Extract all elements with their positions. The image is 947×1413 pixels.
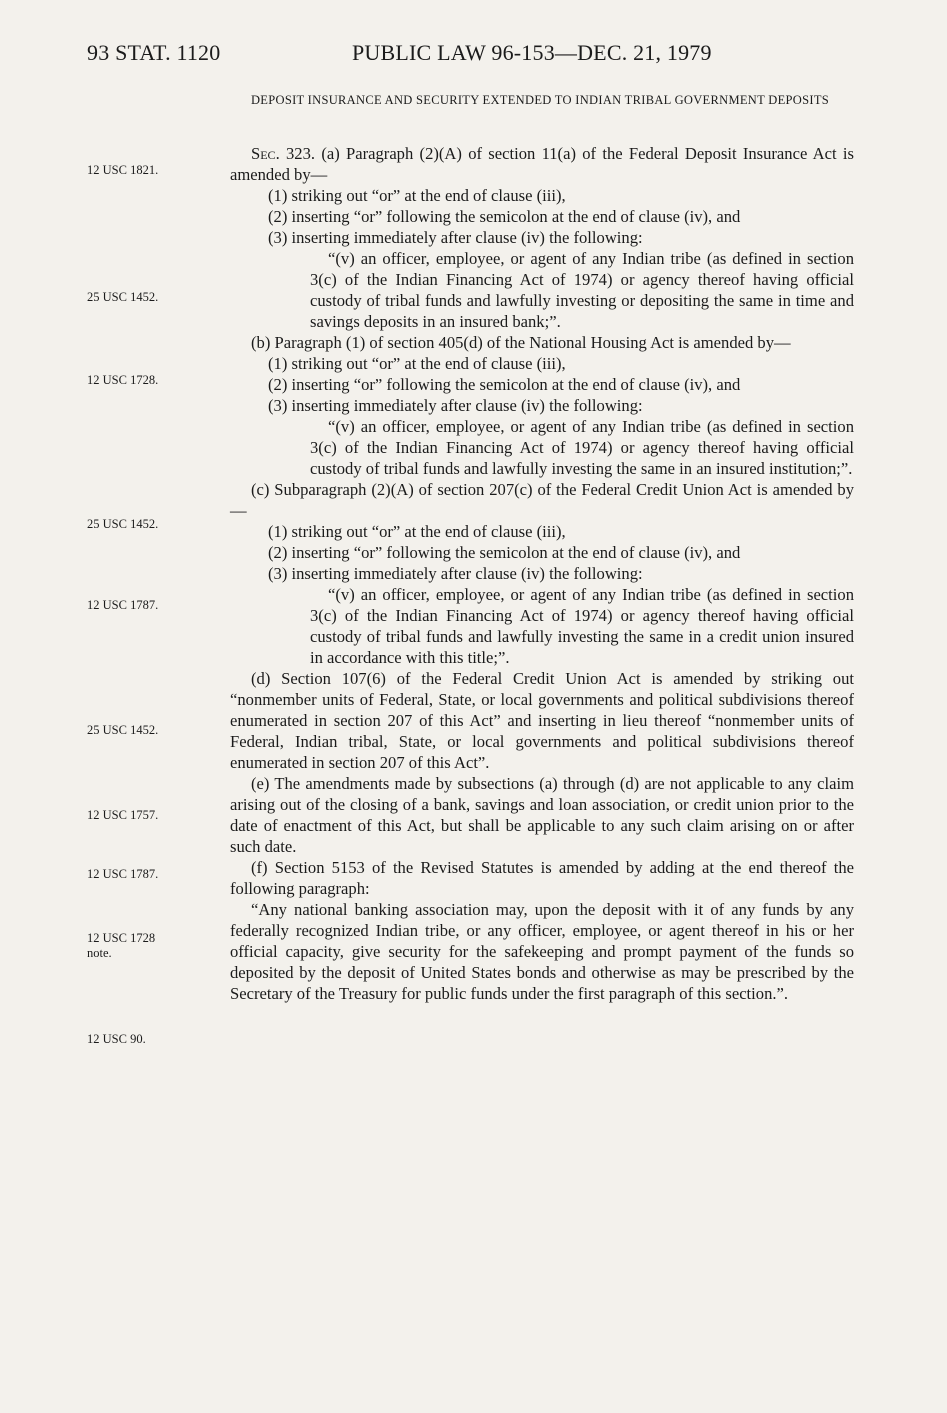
margin-note: 12 USC 1821. xyxy=(87,163,159,177)
section-body xyxy=(230,143,854,1004)
clause-a3: (3) inserting immediately after clause (iv) the following: xyxy=(268,228,643,247)
subsection-a-text: 323. (a) Paragraph (2)(A) of section 11(a) of the Federal Deposit Insurance Act is amended by— xyxy=(230,144,854,184)
subsection-e: (e) The amendments made by subsections (a) through (d) are not applicable to any claim arising out of the closing of a bank, savings and loan association, or credit union prior to the date of enactment of this Act, but shall be applicable to any such claim arising on or after such date. xyxy=(230,774,854,856)
margin-note: 25 USC 1452. xyxy=(87,517,159,531)
margin-note: 12 USC 90. xyxy=(87,1032,146,1046)
quoted-clause-c: “(v) an officer, employee, or agent of any Indian tribe (as defined in section 3(c) of the Indian Financing Act of 1974) or agency thereof having official custody of tribal funds and lawfully investing the same in a credit union insured in accordance with this title;”. xyxy=(310,585,854,667)
statute-citation: 93 STAT. 1120 xyxy=(87,40,221,65)
clause-b3: (3) inserting immediately after clause (iv) the following: xyxy=(268,396,643,415)
clause-a1: (1) striking out “or” at the end of clause (iii), xyxy=(268,186,566,205)
clause-c1: (1) striking out “or” at the end of clause (iii), xyxy=(268,522,566,541)
margin-note xyxy=(87,931,227,961)
clause-b2: (2) inserting “or” following the semicolon at the end of clause (iv), and xyxy=(268,375,741,394)
public-law-title: PUBLIC LAW 96-153—DEC. 21, 1979 xyxy=(352,40,712,65)
margin-note-line: 12 USC 1728 xyxy=(87,931,156,945)
subsection-a-intro xyxy=(230,143,854,185)
subsection-c-intro: (c) Subparagraph (2)(A) of section 207(c) of the Federal Credit Union Act is amended by— xyxy=(230,480,854,520)
margin-note-line: note. xyxy=(87,946,112,960)
section-heading: DEPOSIT INSURANCE AND SECURITY EXTENDED TO INDIAN TRIBAL GOVERNMENT DEPOSITS xyxy=(250,93,830,107)
margin-note: 12 USC 1787. xyxy=(87,867,159,881)
clause-c3: (3) inserting immediately after clause (iv) the following: xyxy=(268,564,643,583)
margin-note: 25 USC 1452. xyxy=(87,723,159,737)
subsection-b-intro: (b) Paragraph (1) of section 405(d) of the National Housing Act is amended by— xyxy=(251,333,791,352)
subsection-f-intro: (f) Section 5153 of the Revised Statutes is amended by adding at the end thereof the following paragraph: xyxy=(230,858,854,898)
margin-note: 12 USC 1757. xyxy=(87,808,159,822)
sec-label: Sec. xyxy=(251,144,280,163)
margin-note: 12 USC 1787. xyxy=(87,598,159,612)
clause-c2: (2) inserting “or” following the semicolon at the end of clause (iv), and xyxy=(268,543,741,562)
quoted-paragraph-f: “Any national banking association may, upon the deposit with it of any funds by any federally recognized Indian tribe, or any officer, employee, or agent thereof in his or her official capacity, give security for the safekeeping and prompt payment of the funds so deposited by the deposit of United States bonds and otherwise as may be prescribed by the Secretary of the Treasury for public funds under the first paragraph of this section.”. xyxy=(230,900,854,1003)
quoted-clause-a: “(v) an officer, employee, or agent of any Indian tribe (as defined in section 3(c) of the Indian Financing Act of 1974) or agency thereof having official custody of tribal funds and lawfully investing or depositing the same in time and savings deposits in an insured bank;”. xyxy=(310,249,854,331)
subsection-d: (d) Section 107(6) of the Federal Credit Union Act is amended by striking out “nonmember units of Federal, State, or local governments and political subdivisions thereof enumerated in section 207 of this Act” and inserting in lieu thereof “nonmember units of Federal, Indian tribal, State, or local governments and political subdivisions thereof enumerated in section 207 of this Act”. xyxy=(230,669,854,772)
clause-b1: (1) striking out “or” at the end of clause (iii), xyxy=(268,354,566,373)
clause-a2: (2) inserting “or” following the semicolon at the end of clause (iv), and xyxy=(268,207,741,226)
margin-note: 12 USC 1728. xyxy=(87,373,159,387)
quoted-clause-b: “(v) an officer, employee, or agent of any Indian tribe (as defined in section 3(c) of the Indian Financing Act of 1974) or agency thereof having official custody of tribal funds and lawfully investing the same in an insured institution;”. xyxy=(310,417,854,478)
margin-note: 25 USC 1452. xyxy=(87,290,159,304)
